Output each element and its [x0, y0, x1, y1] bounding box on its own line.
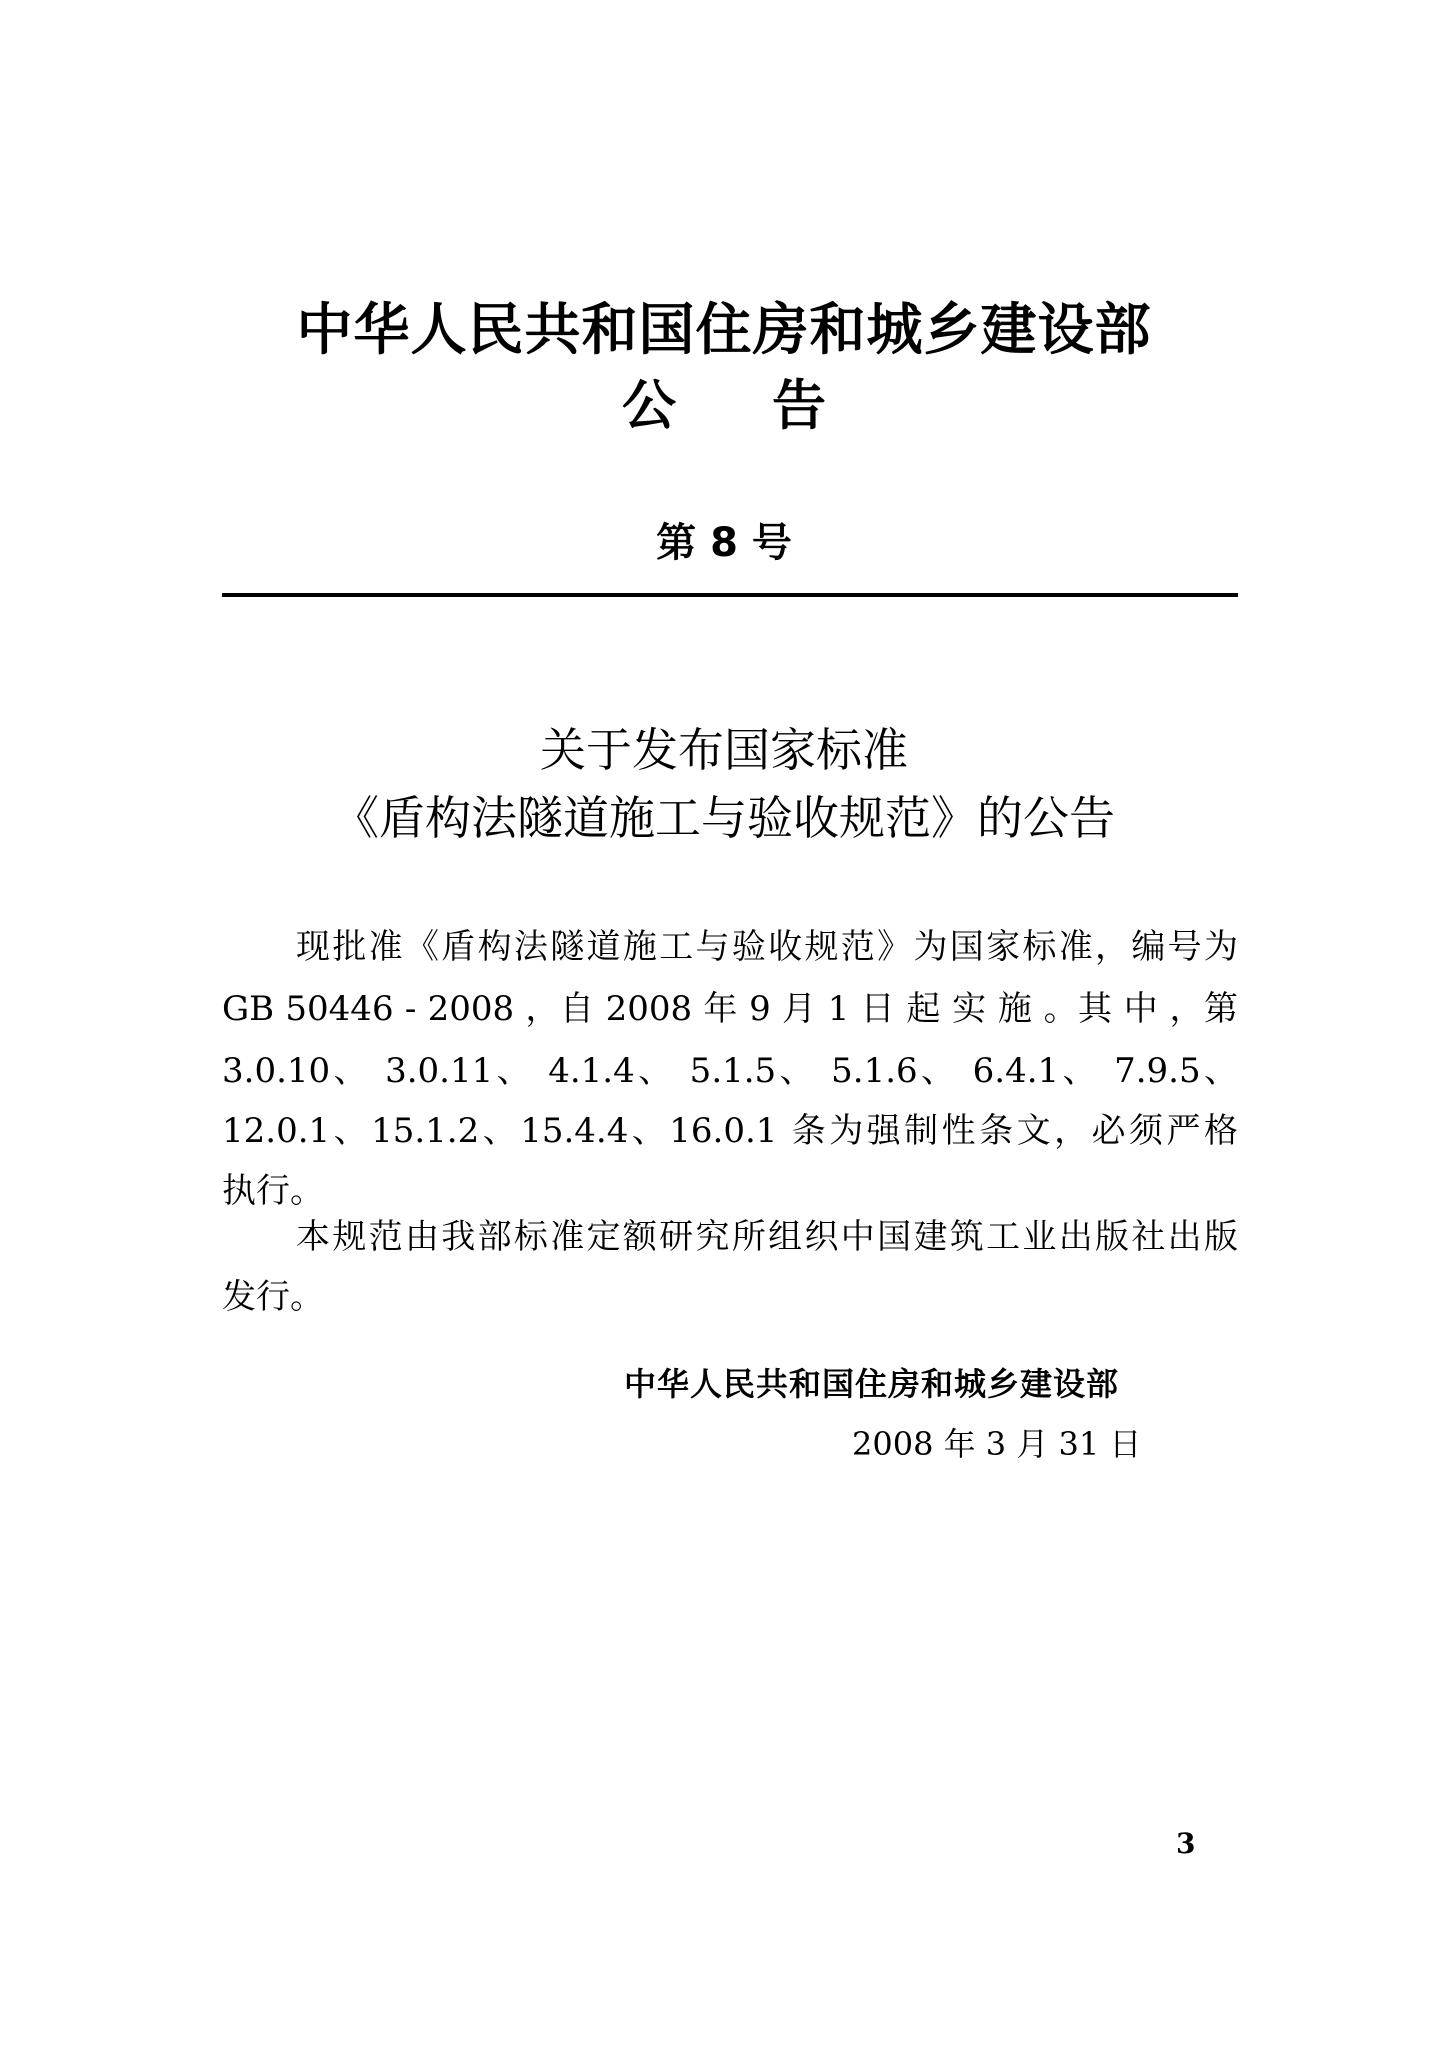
paragraph-1-line-1: 现批准《盾构法隧道施工与验收规范》为国家标准，编号为 — [296, 927, 1238, 967]
signature-date: 2008 年 3 月 31 日 — [852, 1425, 1142, 1463]
page-number: 3 — [1176, 1827, 1196, 1860]
horizontal-divider — [222, 593, 1238, 597]
paragraph-2-line-1: 本规范由我部标准定额研究所组织中国建筑工业出版社出版 — [296, 1217, 1238, 1257]
paragraph-1-line-3: 3.0.10、 3.0.11、 4.1.4、 5.1.5、 5.1.6、 6.4.1、 7.9.5、 — [222, 1051, 1238, 1091]
paragraph-1-line-5: 执行。 — [222, 1171, 324, 1211]
paragraph-1-line-2: GB 50446 - 2008 ，自 2008 年 9 月 1 日 起 实 施 。其 中 ，第 — [222, 989, 1238, 1029]
subject-line-2: 《盾构法隧道施工与验收规范》的公告 — [333, 791, 1115, 845]
announcement-heading — [0, 372, 1448, 440]
ministry-title: 中华人民共和国住房和城乡建设部 — [296, 298, 1152, 363]
issue-number: 第 8 号 — [656, 520, 792, 566]
subject-line-1: 关于发布国家标准 — [540, 723, 908, 777]
announcement-char-2: 告 — [772, 374, 826, 437]
announcement-char-1: 公 — [622, 374, 676, 437]
signature-issuer: 中华人民共和国住房和城乡建设部 — [624, 1365, 1120, 1403]
paragraph-1-line-4: 12.0.1、15.1.2、15.4.4、16.0.1 条为强制性条文，必须严格 — [222, 1111, 1238, 1151]
paragraph-2-line-2: 发行。 — [222, 1277, 324, 1317]
